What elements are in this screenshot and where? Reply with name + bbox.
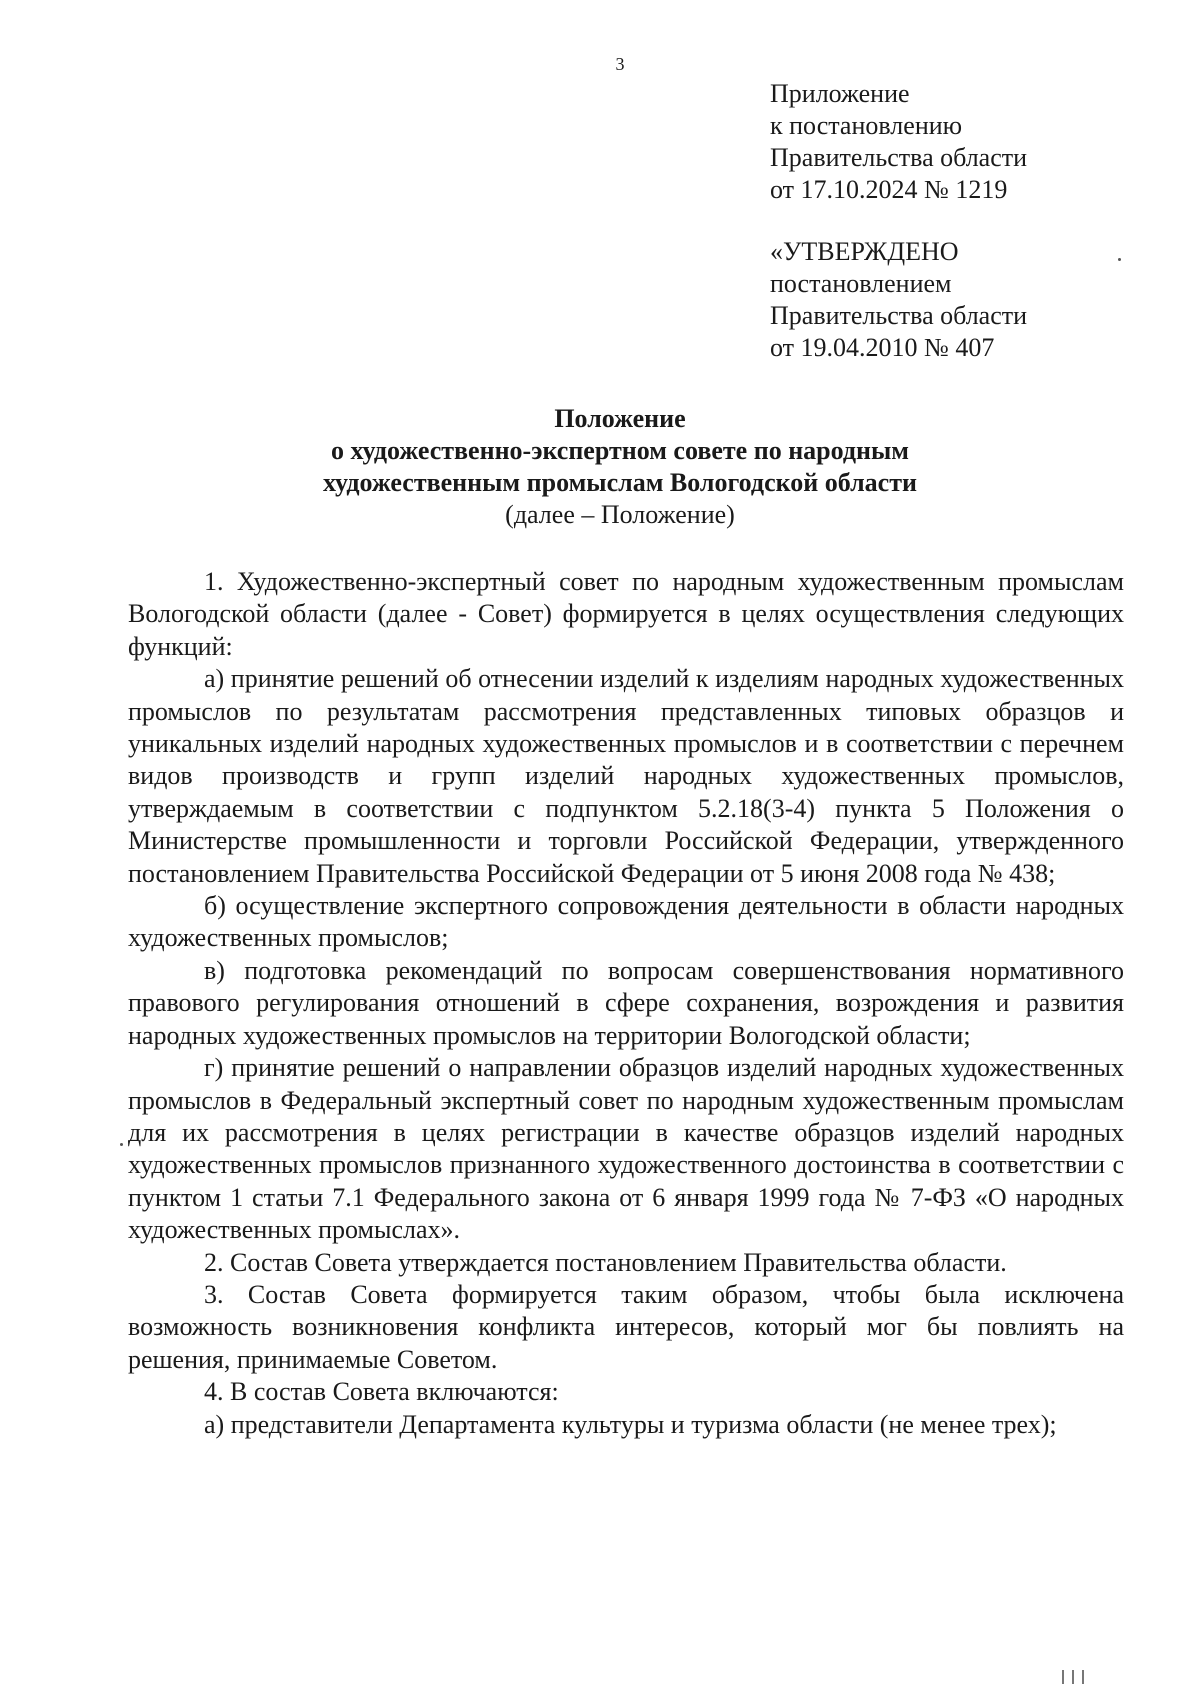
scan-speck [1118, 258, 1121, 261]
appendix-line: к постановлению [770, 111, 963, 140]
paragraph: 2. Состав Совета утверждается постановлением Правительства области. [204, 1247, 1007, 1277]
page-number: 3 [615, 54, 625, 74]
appendix-line: Приложение [770, 79, 910, 108]
paragraph: 4. В состав Совета включаются: [204, 1377, 559, 1407]
title-line: о художественно-экспертном совете по народным [330, 436, 910, 465]
appendix-line: Правительства области [770, 143, 1028, 172]
scan-edge-mark [1062, 1670, 1064, 1684]
approved-line: постановлением [770, 269, 952, 298]
document-title [160, 403, 1080, 531]
appendix-line: от 17.10.2024 № 1219 [770, 175, 1008, 204]
paragraph: а) принятие решений об отнесении изделий к изделиям народных художественных промыслов по результатам рассмотрения представленных типовых образцов и уникальных изделий народных художественных промыслов и в соответствии с перечнем видов производств и групп изделий народных художественных промыслов, утверждаемым в соответствии с подпунктом 5.2.18(3-4) пункта 5 Положения о Министерстве промышленности и торговли Российской Федерации, утвержденного постановлением Правительства Российской Федерации от 5 июня 2008 года № 438; [128, 664, 1124, 888]
paragraph: г) принятие решений о направлении образцов изделий народных художественных промыслов в Федеральный экспертный совет по народным художественным промыслам для их рассмотрения в целях регистрации в качестве образцов изделий народных художественных промыслов признанного художественного достоинства в соответствии с пунктом 1 статьи 7.1 Федерального закона от 6 января 1999 года № 7-ФЗ «О народных художественных промыслах». [128, 1053, 1124, 1245]
paragraph: 3. Состав Совета формируется таким образом, чтобы была исключена возможность возникновения конфликта интересов, который мог бы повлиять на решения, принимаемые Советом. [128, 1279, 1124, 1374]
paragraph: в) подготовка рекомендаций по вопросам совершенствования нормативного правового регулирования отношений в сфере сохранения, возрождения и развития народных художественных промыслов на территории Вологодской области; [128, 955, 1124, 1050]
document-body [128, 566, 1124, 1441]
approved-line: «УТВЕРЖДЕНО [770, 237, 959, 266]
title-subline: (далее – Положение) [505, 500, 735, 529]
appendix-header [770, 78, 1027, 206]
paragraph: 1. Художественно-экспертный совет по народным художественным промыслам Вологодской области (далее - Совет) формируется в целях осуществления следующих функций: [128, 567, 1124, 661]
scan-edge-mark [1072, 1670, 1074, 1684]
scan-speck [120, 1143, 123, 1146]
paragraph: б) осуществление экспертного сопровождения деятельности в области народных художественных промыслов; [128, 891, 1124, 953]
approved-line: от 19.04.2010 № 407 [770, 333, 995, 362]
approved-line: Правительства области [770, 301, 1028, 330]
paragraph: а) представители Департамента культуры и туризма области (не менее трех); [204, 1409, 1057, 1439]
title-line: художественным промыслам Вологодской области [323, 468, 917, 497]
title-line: Положение [554, 404, 686, 433]
scan-edge-mark [1082, 1670, 1084, 1684]
approved-header [770, 236, 1027, 364]
